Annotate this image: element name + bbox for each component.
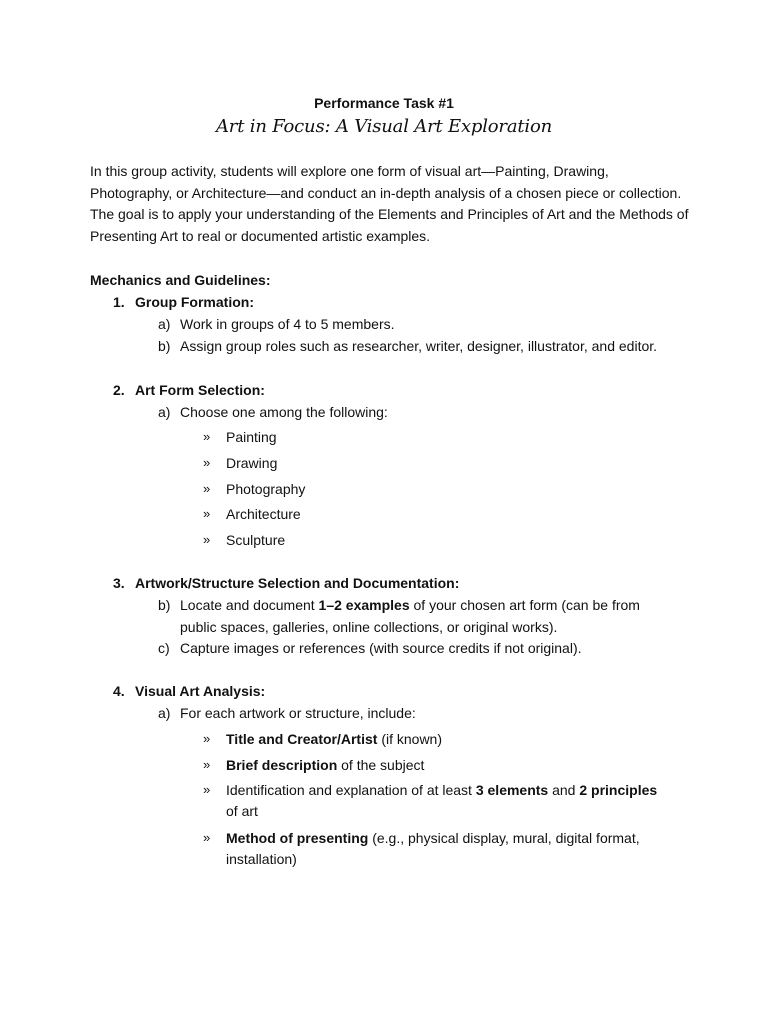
section-number: 4. xyxy=(113,683,125,699)
item-emphasis: Brief description xyxy=(226,757,338,773)
item-emphasis: Method of presenting xyxy=(226,830,369,846)
item-text: and xyxy=(548,782,580,798)
section-title: Group Formation: xyxy=(135,294,254,310)
list-item: Architecture xyxy=(226,506,301,522)
section-number: 3. xyxy=(113,575,125,591)
bullet-icon: » xyxy=(203,455,211,470)
section-title: Visual Art Analysis: xyxy=(135,683,266,699)
section-number: 1. xyxy=(113,294,125,310)
list-item: For each artwork or structure, include: xyxy=(180,705,416,721)
item-emphasis: 3 elements xyxy=(475,782,549,798)
bullet-icon: » xyxy=(203,429,211,444)
list-item-continuation: public spaces, galleries, online collections, or original works). xyxy=(180,619,558,635)
list-item: Sculpture xyxy=(226,532,286,548)
list-item xyxy=(226,780,657,800)
list-item xyxy=(226,729,442,749)
task-title: Art in Focus: A Visual Art Exploration xyxy=(216,116,552,137)
item-text: Locate and document xyxy=(180,597,319,613)
bullet-icon: » xyxy=(203,481,211,496)
list-item-continuation: of art xyxy=(226,803,258,819)
bullet-icon: » xyxy=(203,532,211,547)
item-marker: a) xyxy=(158,705,171,721)
bullet-icon: » xyxy=(203,506,211,521)
list-item: Work in groups of 4 to 5 members. xyxy=(180,316,395,332)
intro-paragraph: In this group activity, students will explore one form of visual art—Painting, Drawing, Photography, or Architecture—and conduct an in-depth analysis of a chosen piece or collection. The goal is to apply your understanding of the Elements and Principles of Art and the Methods of Presenting Art to real or documented artistic examples. xyxy=(90,163,689,244)
list-item xyxy=(180,595,640,615)
bullet-icon: » xyxy=(203,757,211,772)
item-text: (e.g., physical display, mural, digital format, xyxy=(368,830,640,846)
item-text: Identification and explanation of at least xyxy=(226,782,476,798)
item-marker: a) xyxy=(158,316,171,332)
item-marker: a) xyxy=(158,404,171,420)
bullet-icon: » xyxy=(203,782,211,797)
list-item xyxy=(226,755,424,775)
mechanics-heading: Mechanics and Guidelines: xyxy=(90,272,271,288)
item-text: of your chosen art form (can be from xyxy=(409,597,640,613)
list-item: Assign group roles such as researcher, writer, designer, illustrator, and editor. xyxy=(180,338,658,354)
section-title: Artwork/Structure Selection and Documentation: xyxy=(135,575,460,591)
bullet-icon: » xyxy=(203,731,211,746)
list-item: Drawing xyxy=(226,455,278,471)
item-emphasis: 2 principles xyxy=(579,782,658,798)
task-heading: Performance Task #1 xyxy=(314,95,454,111)
section-number: 2. xyxy=(113,382,125,398)
section-title: Art Form Selection: xyxy=(135,382,265,398)
list-item: Photography xyxy=(226,481,306,497)
item-marker: b) xyxy=(158,597,171,613)
list-item-continuation: installation) xyxy=(226,851,297,867)
item-emphasis: 1–2 examples xyxy=(318,597,410,613)
item-marker: b) xyxy=(158,338,171,354)
list-item xyxy=(226,828,640,848)
item-text: of the subject xyxy=(337,757,425,773)
bullet-icon: » xyxy=(203,830,211,845)
item-emphasis: Title and Creator/Artist xyxy=(226,731,378,747)
list-item: Capture images or references (with source credits if not original). xyxy=(180,640,582,656)
item-text: (if known) xyxy=(377,731,443,747)
list-item: Choose one among the following: xyxy=(180,404,388,420)
list-item: Painting xyxy=(226,429,277,445)
item-marker: c) xyxy=(158,640,170,656)
